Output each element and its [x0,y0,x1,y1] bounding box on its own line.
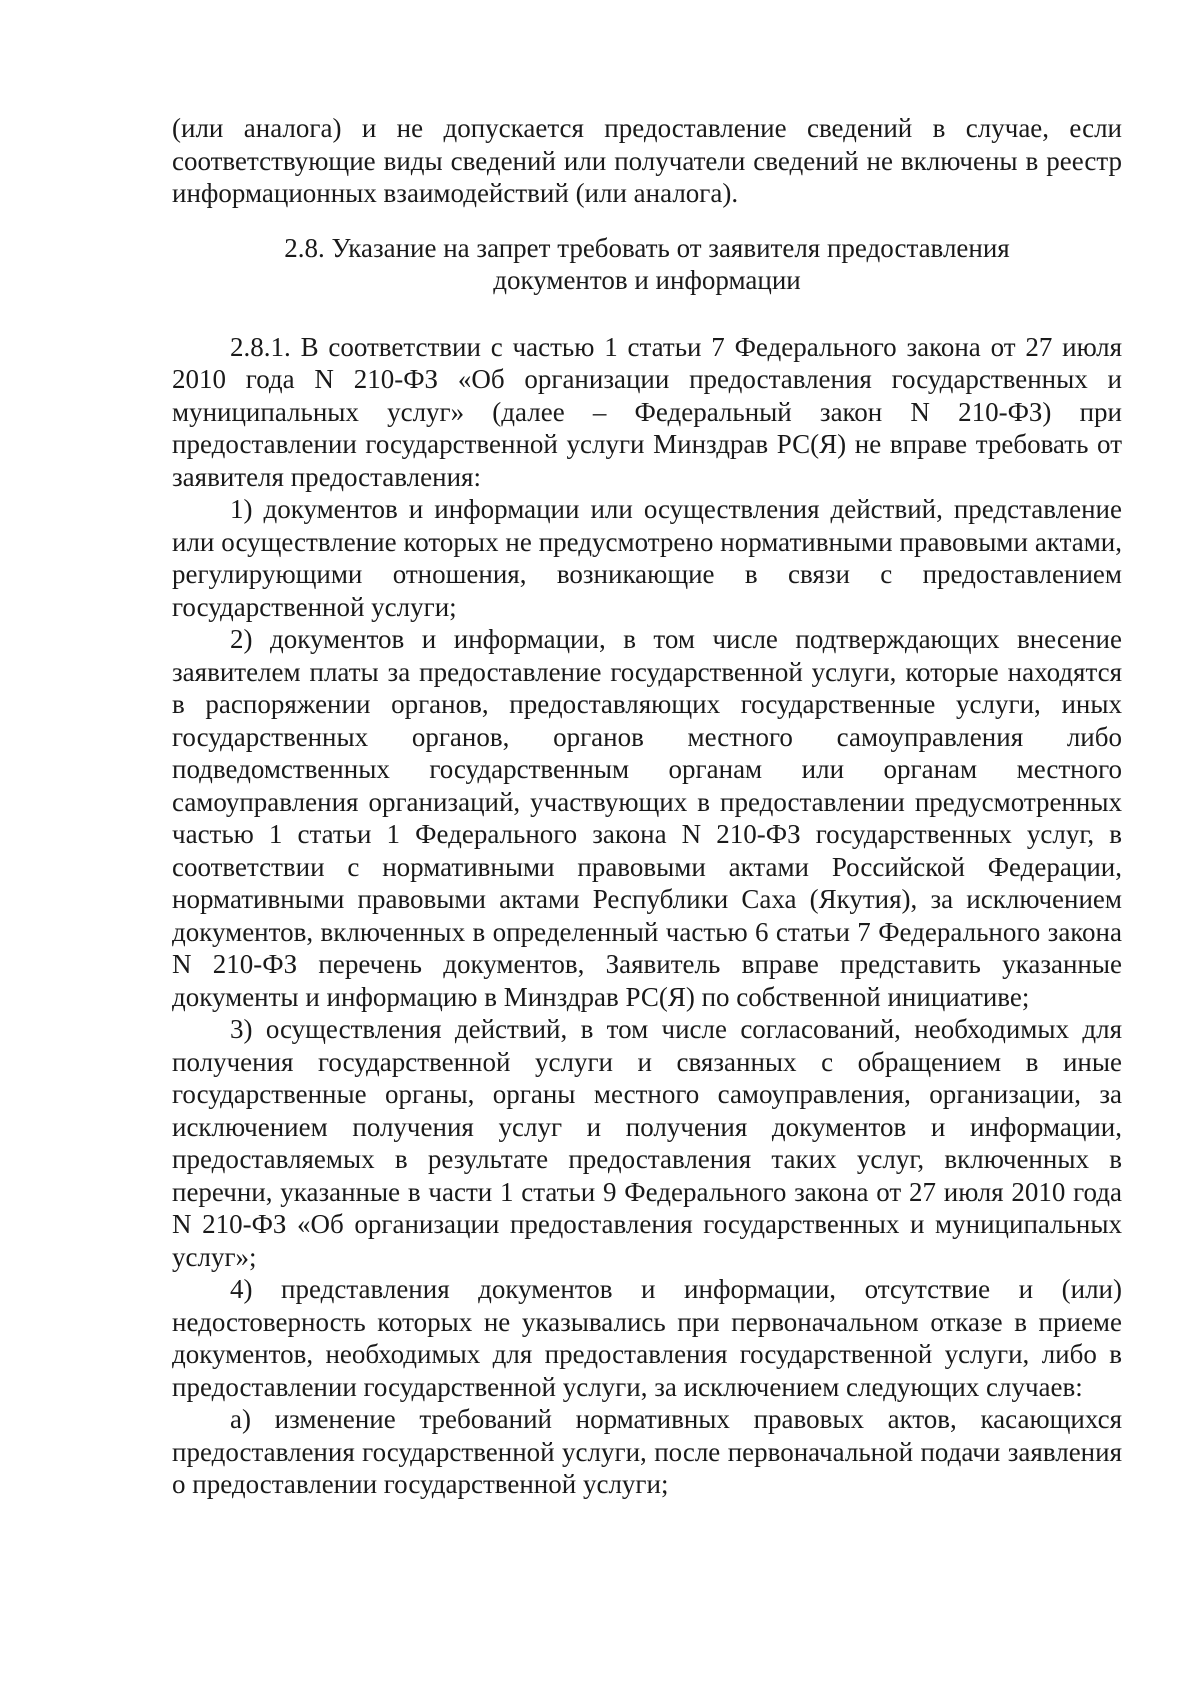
list-item-4: 4) представления документов и информации, отсутствие и (или) недостоверность которых не указывались при первоначальном отказе в приеме документов, необходимых для предоставления государственной услуги, либо в предоставлении государственной услуги, за исключением следующих случаев: [172,1274,1122,1402]
list-item-1: 1) документов и информации или осуществления действий, представление или осуществление которых не предусмотрено нормативными правовыми актами, регулирующими отношения, возникающие в связи с предоставлением государственной услуги; [172,494,1122,622]
list-item-4a: а) изменение требований нормативных правовых актов, касающихся предоставления государственной услуги, после первоначальной подачи заявления о предоставлении государственной услуги; [172,1404,1122,1499]
list-item-2: 2) документов и информации, в том числе подтверждающих внесение заявителем платы за предоставление государственной услуги, которые находятся в распоряжении органов, предоставляющих государственные услуги, иных государственных органов, органов местного самоуправления либо подведомственных государственным органам или органам местного самоуправления организаций, участвующих в предоставлении предусмотренных частью 1 статьи 1 Федерального закона N 210-ФЗ государственных услуг, в соответствии с нормативными правовыми актами Российской Федерации, нормативными правовыми актами Республики Саха (Якутия), за исключением документов, включенных в определенный частью 6 статьи 7 Федерального закона N 210-ФЗ перечень документов, Заявитель вправе представить указанные документы и информацию в Минздрав РС(Я) по собственной инициативе; [172,624,1122,1012]
section-heading-line-1: 2.8. Указание на запрет требовать от заявителя предоставления [284,232,1010,263]
intro-paragraph: (или аналога) и не допускается предоставление сведений в случае, если соответствующие виды сведений или получатели сведений не включены в реестр информационных взаимодействий (или аналога). [172,113,1122,208]
list-item-3: 3) осуществления действий, в том числе согласований, необходимых для получения государственной услуги и связанных с обращением в иные государственные органы, органы местного самоуправления, организации, за исключением получения услуг и получения документов и информации, предоставляемых в результате предоставления таких услуг, включенных в перечни, указанные в части 1 статьи 9 Федерального закона от 27 июля 2010 года N 210-ФЗ «Об организации предоставления государственных и муниципальных услуг»; [172,1014,1122,1272]
section-heading-line-2: документов и информации [493,265,801,295]
paragraph-2-8-1: 2.8.1. В соответствии с частью 1 статьи 7 Федерального закона от 27 июля 2010 года N 210-ФЗ «Об организации предоставления государственных и муниципальных услуг» (далее – Федеральный закон N 210-ФЗ) при предоставлении государственной услуги Минздрав РС(Я) не вправе требовать от заявителя предоставления: [172,331,1122,492]
section-heading [172,232,1122,297]
document-page [172,112,1122,1501]
